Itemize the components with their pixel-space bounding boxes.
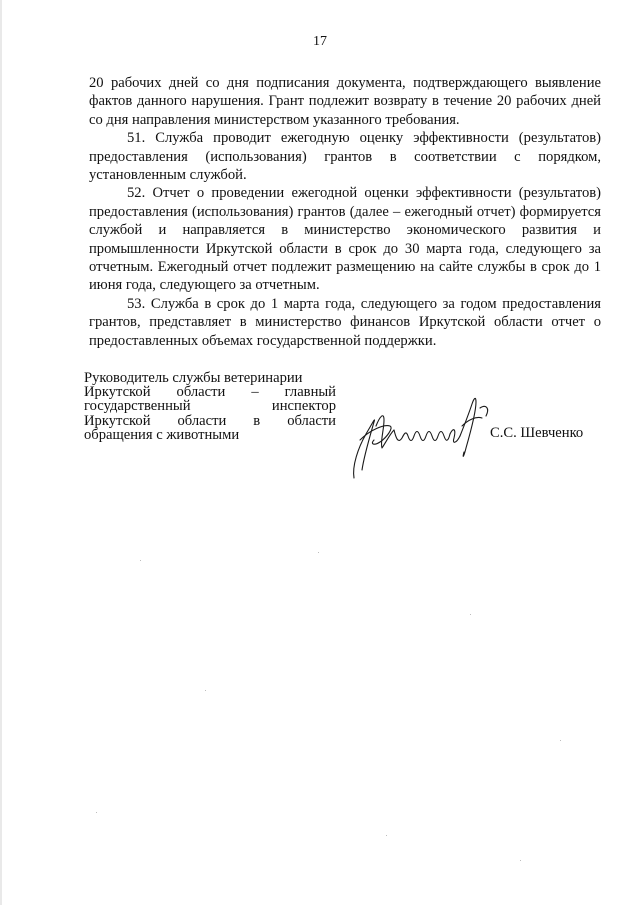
position-line-2: Иркутской области – главный: [84, 384, 336, 401]
position-line-3: государственный инспектор: [84, 398, 336, 415]
scan-speck: [520, 860, 521, 861]
paragraph-continuation: 20 рабочих дней со дня подписания документа, подтверждающего выявление фактов данного нарушения. Грант подлежит возврату в течение 20 рабочих дней со дня направления министерством указанного требования.: [89, 75, 601, 128]
paragraph-53: 53. Служба в срок до 1 марта года, следующего за годом предоставления грантов, представляет в министерство финансов Иркутской области отчет о предоставленных объемах государственной поддержки.: [89, 295, 601, 349]
page-number: 17: [313, 34, 327, 49]
scan-speck: [470, 614, 471, 615]
scan-speck: [205, 690, 206, 691]
position-line-1: Руководитель службы ветеринарии: [84, 370, 303, 386]
position-line-4: Иркутской области в области: [84, 412, 336, 429]
scan-speck: [140, 560, 141, 561]
signatory-name: С.С. Шевченко: [490, 425, 584, 441]
scan-edge: [0, 0, 2, 905]
scan-speck: [96, 812, 97, 813]
scan-speck: [386, 835, 387, 836]
document-body: [89, 74, 601, 350]
position-line-5: обращения с животными: [84, 426, 240, 443]
scan-speck: [560, 740, 561, 741]
paragraph-52: 52. Отчет о проведении ежегодной оценки эффективности (результатов) предоставления (использования) грантов (далее – ежегодный отчет) формируется службой и направляется в министерство экономического развития и промышленности Иркутской области в срок до 30 марта года, следующего за отчетным. Ежегодный отчет подлежит размещению на сайте службы в срок до 1 июня года, следующего за отчетным.: [89, 185, 601, 294]
paragraph-51: 51. Служба проводит ежегодную оценку эффективности (результатов) предоставления (использования) грантов в соответствии с порядком, установленным службой.: [89, 130, 601, 184]
signatory-position: [84, 371, 336, 442]
handwritten-signature: [340, 386, 500, 486]
scan-speck: [318, 552, 319, 553]
